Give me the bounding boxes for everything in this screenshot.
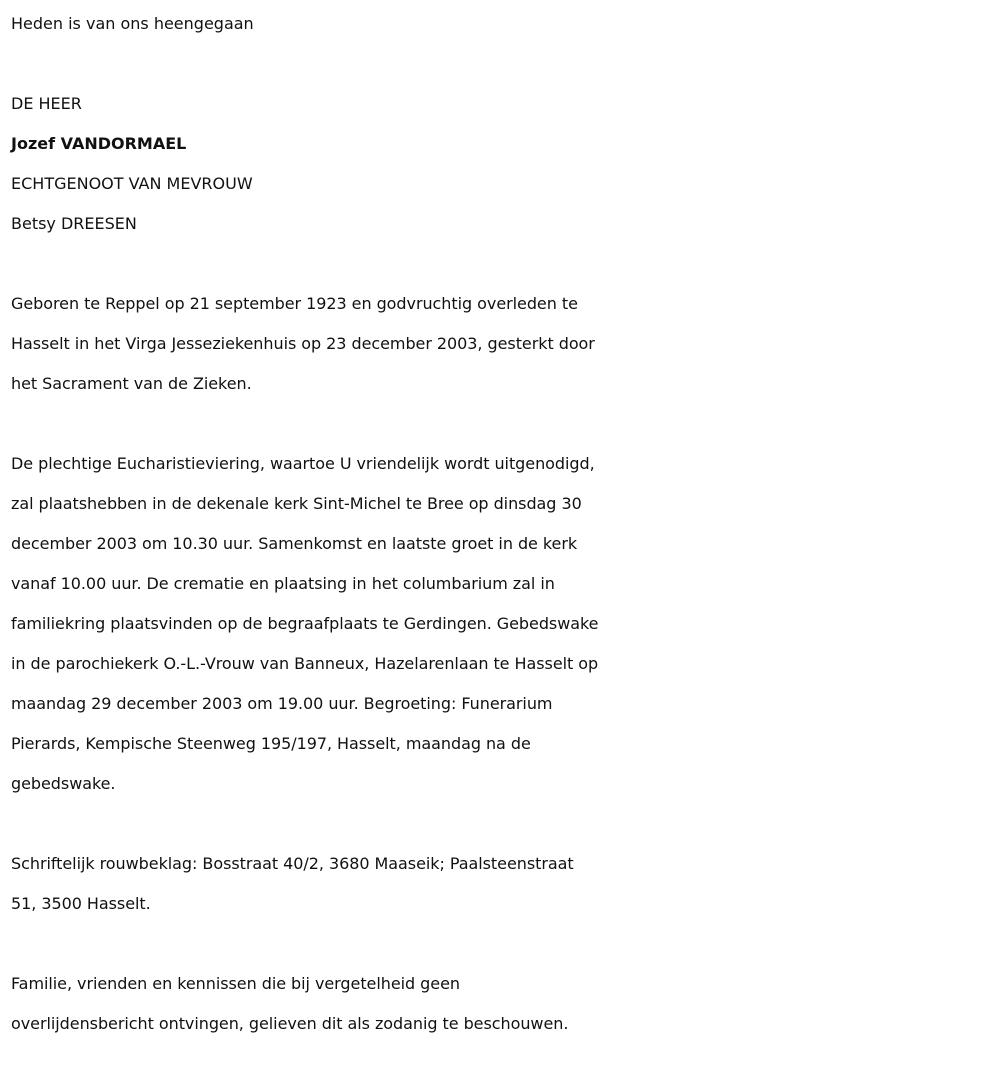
paragraph-line: vanaf 10.00 uur. De crematie en plaatsing in het columbarium zal in (11, 574, 555, 593)
paragraph-line: in de parochiekerk O.-L.-Vrouw van Banneux, Hazelarenlaan te Hasselt op (11, 654, 599, 673)
closing-paragraph (11, 964, 993, 1044)
ceremony-paragraph (11, 444, 993, 804)
spouse-name: Betsy DREESEN (11, 214, 137, 233)
paragraph-line: 51, 3500 Hasselt. (11, 894, 151, 913)
spacer (11, 804, 993, 844)
deceased-name: Jozef VANDORMAEL (11, 134, 187, 153)
paragraph-line: zal plaatshebben in de dekenale kerk Sint-Michel te Bree op dinsdag 30 (11, 494, 582, 513)
paragraph-line: Familie, vrienden en kennissen die bij vergetelheid geen (11, 974, 460, 993)
spouse-label: ECHTGENOOT VAN MEVROUW (11, 174, 253, 193)
title-line: DE HEER (11, 94, 82, 113)
spacer (11, 244, 993, 284)
intro-text: Heden is van ons heengegaan (11, 14, 254, 33)
paragraph-line: Geboren te Reppel op 21 september 1923 en godvruchtig overleden te (11, 294, 578, 313)
paragraph-line: Pierards, Kempische Steenweg 195/197, Hasselt, maandag na de (11, 734, 531, 753)
paragraph-line: gebedswake. (11, 774, 116, 793)
birth-death-paragraph (11, 284, 993, 404)
spacer (11, 44, 993, 84)
paragraph-line: De plechtige Eucharistieviering, waartoe U vriendelijk wordt uitgenodigd, (11, 454, 595, 473)
paragraph-line: familiekring plaatsvinden op de begraafplaats te Gerdingen. Gebedswake (11, 614, 599, 633)
paragraph-line: overlijdensbericht ontvingen, gelieven dit als zodanig te beschouwen. (11, 1014, 569, 1033)
paragraph-line: december 2003 om 10.30 uur. Samenkomst en laatste groet in de kerk (11, 534, 578, 553)
spacer (11, 924, 993, 964)
paragraph-line: Schriftelijk rouwbeklag: Bosstraat 40/2, 3680 Maaseik; Paalsteenstraat (11, 854, 574, 873)
condolences-paragraph (11, 844, 993, 924)
paragraph-line: maandag 29 december 2003 om 19.00 uur. Begroeting: Funerarium (11, 694, 553, 713)
spacer (11, 404, 993, 444)
paragraph-line: het Sacrament van de Zieken. (11, 374, 252, 393)
paragraph-line: Hasselt in het Virga Jesseziekenhuis op 23 december 2003, gesterkt door (11, 334, 595, 353)
obituary-document (11, 4, 993, 1044)
